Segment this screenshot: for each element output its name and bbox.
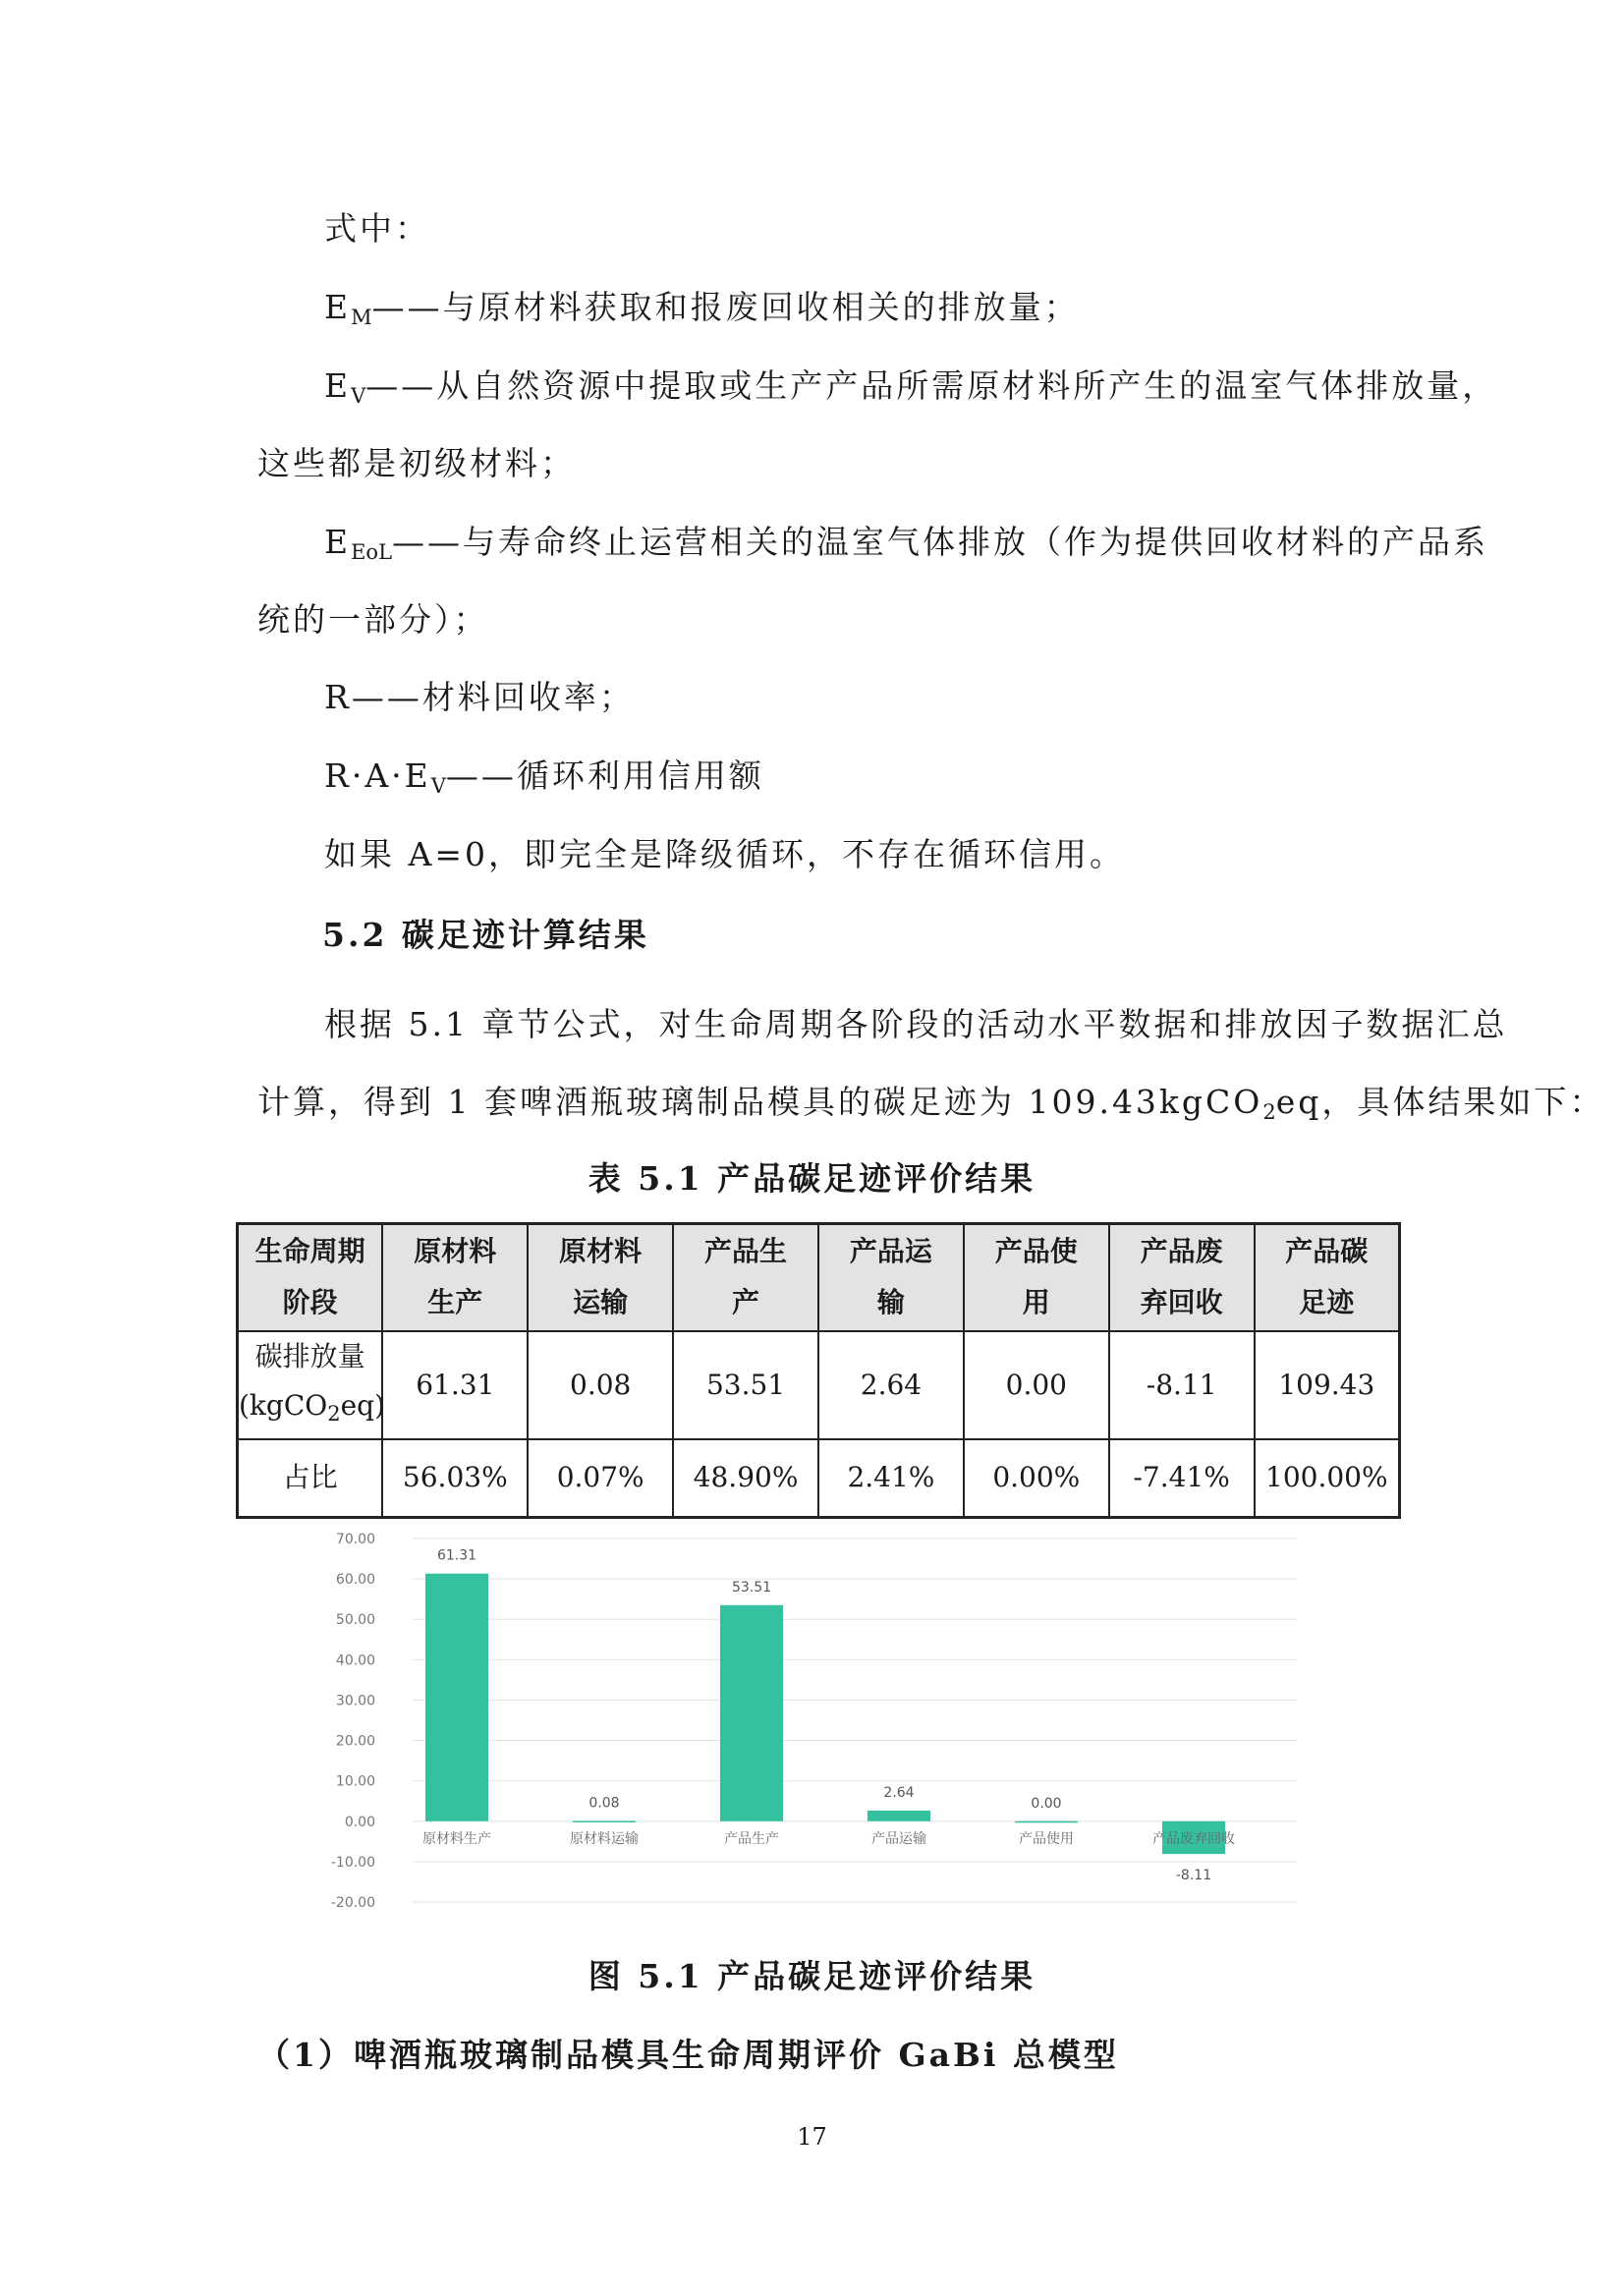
- bar: [868, 1811, 930, 1821]
- bar: [1015, 1821, 1078, 1823]
- table-cell: 2.41%: [818, 1439, 964, 1518]
- table-header-cell: 产品运输: [818, 1224, 964, 1331]
- table-header-cell: 产品废弃回收: [1109, 1224, 1255, 1331]
- data-label: -8.11: [1175, 1868, 1212, 1884]
- paragraph-line-2: 计算，得到 1 套啤酒瓶玻璃制品模具的碳足迹为 109.43kgCO$_2$eq，具体结果如下：: [257, 1083, 1605, 1124]
- text-shizhong: 式中：: [324, 209, 430, 248]
- y-tick-label: 30.00: [335, 1693, 375, 1709]
- bar: [720, 1605, 783, 1821]
- data-label: 0.08: [588, 1795, 620, 1812]
- table-header-cell: 产品碳足迹: [1255, 1224, 1400, 1331]
- table-cell: 48.90%: [673, 1439, 818, 1518]
- table-cell: 0.08: [528, 1331, 673, 1439]
- table-row-emissions: [238, 1331, 1400, 1439]
- x-tick-label: 产品废弃回收: [1152, 1830, 1235, 1847]
- table-cell: 2.64: [818, 1331, 964, 1439]
- y-tick-label: 60.00: [335, 1572, 375, 1589]
- table-row-label: 碳排放量 (kgCO$_2$eq): [238, 1331, 383, 1439]
- y-tick-label: 50.00: [335, 1612, 375, 1629]
- table-header-cell: 产品生产: [673, 1224, 818, 1331]
- definition-r: R——材料回收率；: [324, 678, 635, 716]
- table-cell: 61.31: [382, 1331, 528, 1439]
- table-cell: 53.51: [673, 1331, 818, 1439]
- section-heading: 5.2 碳足迹计算结果: [322, 916, 649, 954]
- table-row-label: 占比: [238, 1439, 383, 1518]
- data-label: 53.51: [731, 1579, 772, 1595]
- definition-em: $E_M——$与原材料获取和报废回收相关的排放量；: [324, 288, 1080, 329]
- definition-rae: $R\cdot A\cdot E_V——$循环利用信用额: [324, 756, 764, 798]
- table-header-cell: 原材料生产: [382, 1224, 528, 1331]
- data-label: 61.31: [436, 1547, 477, 1564]
- bar: [425, 1574, 488, 1821]
- definition-ev-continued: 这些都是初级材料；: [257, 444, 576, 482]
- table-cell: 0.00: [964, 1331, 1109, 1439]
- table-cell: -8.11: [1109, 1331, 1255, 1439]
- table-cell: 0.00%: [964, 1439, 1109, 1518]
- table-cell: 56.03%: [382, 1439, 528, 1518]
- data-label: 2.64: [883, 1784, 915, 1801]
- definition-eeol: $E_{EoL}——$与寿命终止运营相关的温室气体排放（作为提供回收材料的产品系: [324, 523, 1489, 564]
- text-a-zero: 如果 A=0，即完全是降级循环，不存在循环信用。: [324, 835, 1125, 873]
- page-number: 17: [797, 2123, 827, 2151]
- definition-ev: $E_V——$从自然资源中提取或生产产品所需原材料所产生的温室气体排放量，: [324, 366, 1498, 408]
- table-cell: 0.07%: [528, 1439, 673, 1518]
- table-cell: -7.41%: [1109, 1439, 1255, 1518]
- data-label: 0.00: [1031, 1795, 1062, 1812]
- y-tick-label: 40.00: [335, 1652, 375, 1669]
- model-heading: （1）啤酒瓶玻璃制品模具生命周期评价 GaBi 总模型: [257, 2036, 1119, 2074]
- figure-caption: 图 5.1 产品碳足迹评价结果: [588, 1957, 1036, 1995]
- y-tick-label: 0.00: [344, 1814, 375, 1830]
- y-tick-label: -20.00: [330, 1895, 375, 1911]
- table-header-row: [238, 1224, 1400, 1331]
- table-header-cell: 产品使用: [964, 1224, 1109, 1331]
- x-tick-label: 原材料生产: [422, 1830, 491, 1847]
- table-row-share: [238, 1439, 1400, 1518]
- bar: [573, 1820, 636, 1822]
- x-tick-label: 产品使用: [1019, 1830, 1074, 1847]
- y-tick-label: 20.00: [335, 1733, 375, 1750]
- paragraph-line-1: 根据 5.1 章节公式，对生命周期各阶段的活动水平数据和排放因子数据汇总: [324, 1005, 1508, 1043]
- x-tick-label: 产品生产: [724, 1830, 779, 1847]
- table-header-cell: 生命周期阶段: [238, 1224, 383, 1331]
- table-cell: 100.00%: [1255, 1439, 1400, 1518]
- y-tick-label: 70.00: [335, 1532, 375, 1547]
- table-cell: 109.43: [1255, 1331, 1400, 1439]
- table-caption: 表 5.1 产品碳足迹评价结果: [588, 1159, 1036, 1198]
- x-tick-label: 原材料运输: [570, 1830, 639, 1847]
- table-header-cell: 原材料运输: [528, 1224, 673, 1331]
- definition-eeol-continued: 统的一部分）；: [257, 600, 489, 639]
- bar-chart: [314, 1523, 1316, 1926]
- carbon-footprint-table: [236, 1222, 1401, 1519]
- x-tick-label: 产品运输: [871, 1830, 926, 1847]
- y-tick-label: -10.00: [330, 1854, 375, 1871]
- y-tick-label: 10.00: [335, 1773, 375, 1790]
